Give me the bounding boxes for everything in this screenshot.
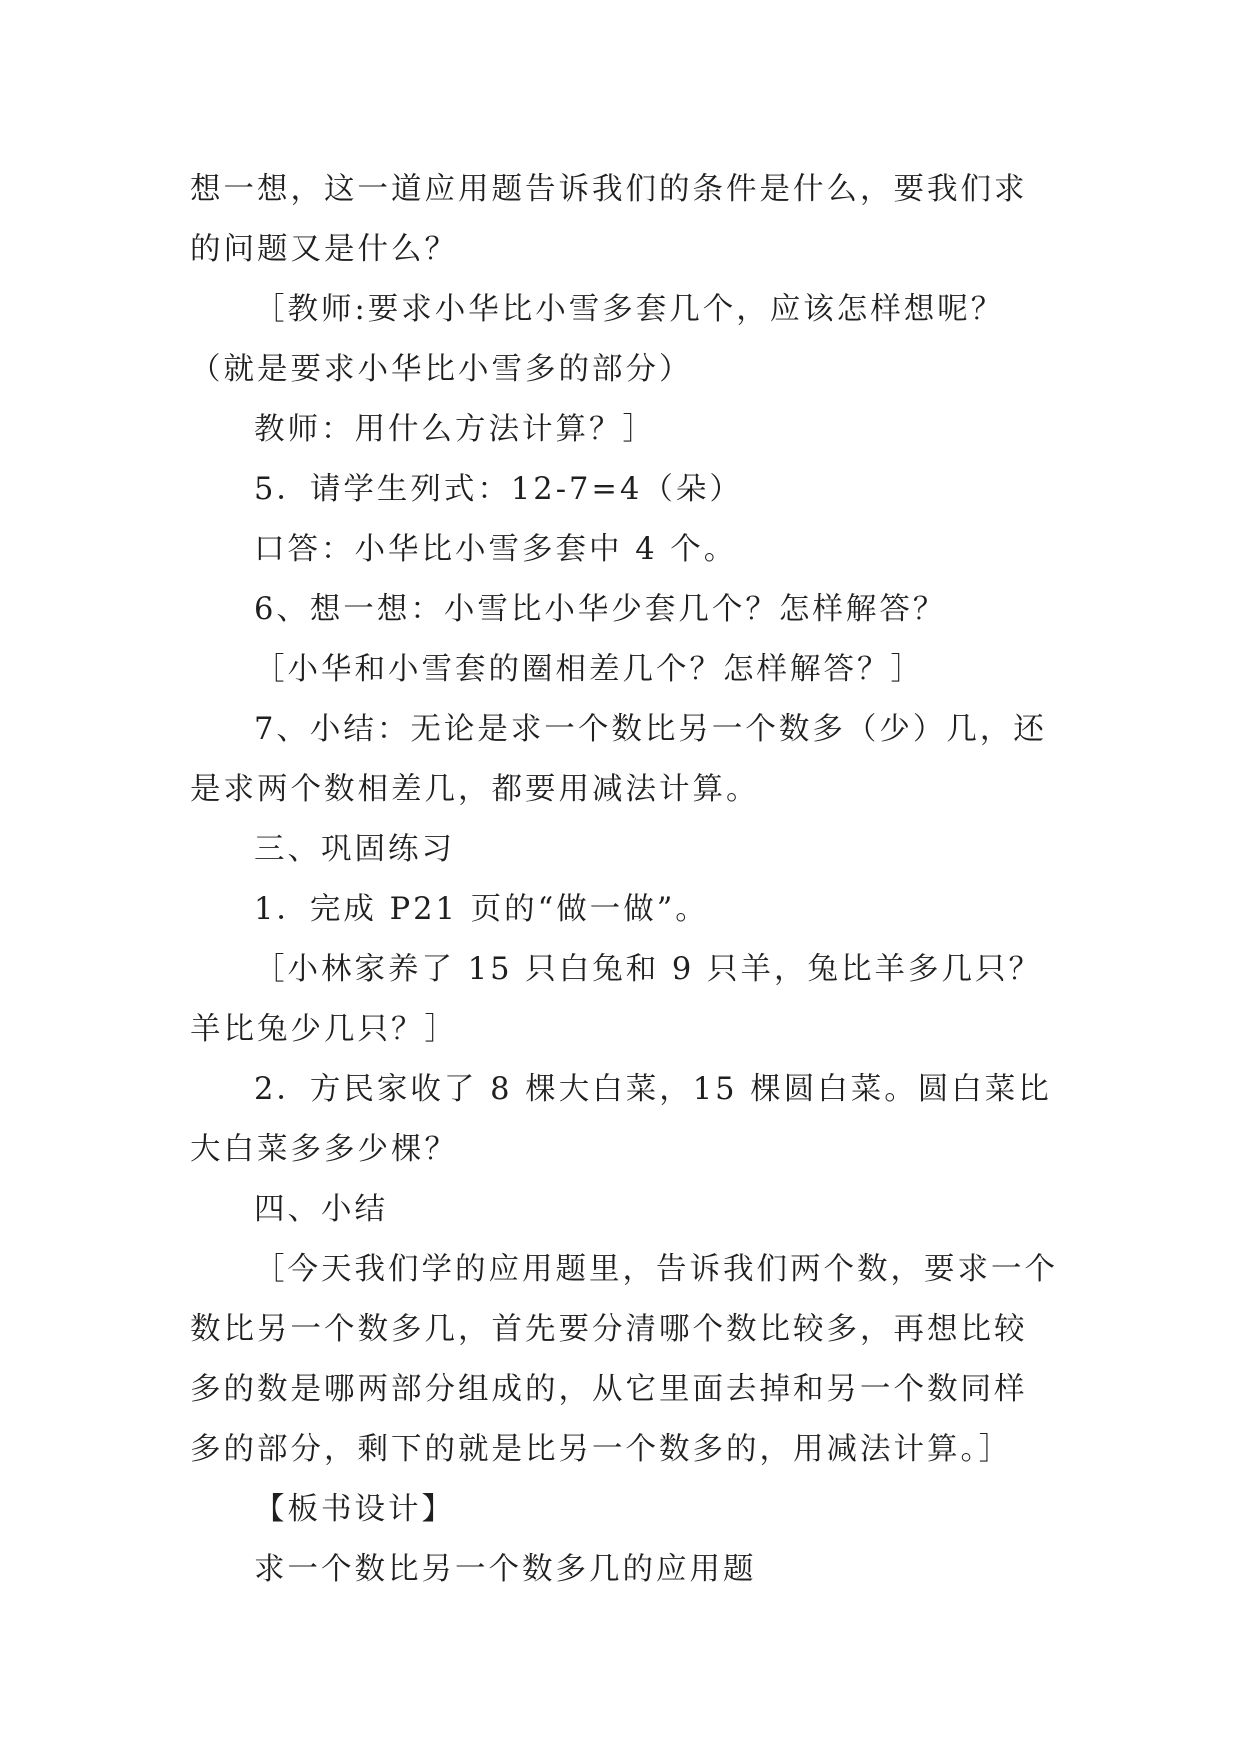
heading-board-design: 【板书设计】 <box>254 1492 455 1527</box>
section-heading-practice: 三、巩固练习 <box>254 832 455 867</box>
paragraph-oral-answer: 口答：小华比小雪多套中 4 个。 <box>254 532 738 567</box>
paragraph-step-6: 6、想一想：小雪比小华少套几个？怎样解答？ <box>254 592 947 627</box>
section-heading-summary: 四、小结 <box>254 1192 388 1227</box>
paragraph-think-conditions: 想一想，这一道应用题告诉我们的条件是什么，要我们求的问题又是什么？ <box>190 172 1028 267</box>
paragraph-board-title: 求一个数比另一个数多几的应用题 <box>254 1552 757 1587</box>
paragraph-exercise-2: 2．方民家收了 8 棵大白菜，15 棵圆白菜。圆白菜比大白菜多多少棵？ <box>190 1072 1052 1167</box>
document-body <box>190 160 1060 1600</box>
paragraph-exercise-1: 1．完成 P21 页的“做一做”。 <box>254 892 709 927</box>
paragraph-teacher-method: 教师：用什么方法计算？］ <box>254 412 656 447</box>
paragraph-exercise-1-detail: ［小林家养了 15 只白兔和 9 只羊，兔比羊多几只？羊比兔少几只？］ <box>190 952 1042 1047</box>
paragraph-difference: ［小华和小雪套的圈相差几个？怎样解答？］ <box>254 652 924 687</box>
paragraph-teacher-question: ［教师:要求小华比小雪多套几个，应该怎样想呢？（就是要求小华比小雪多的部分） <box>190 292 1005 387</box>
paragraph-step-5: 5．请学生列式：12-7=4（朵） <box>254 472 743 507</box>
paragraph-step-7: 7、小结：无论是求一个数比另一个数多（少）几，还是求两个数相差几，都要用减法计算。 <box>190 712 1047 807</box>
paragraph-summary: ［今天我们学的应用题里，告诉我们两个数，要求一个数比另一个数多几，首先要分清哪个数比较多，再想比较多的数是哪两部分组成的，从它里面去掉和另一个数同样多的部分，剩下的就是比另一个数多的，用减法计算。］ <box>190 1252 1058 1467</box>
